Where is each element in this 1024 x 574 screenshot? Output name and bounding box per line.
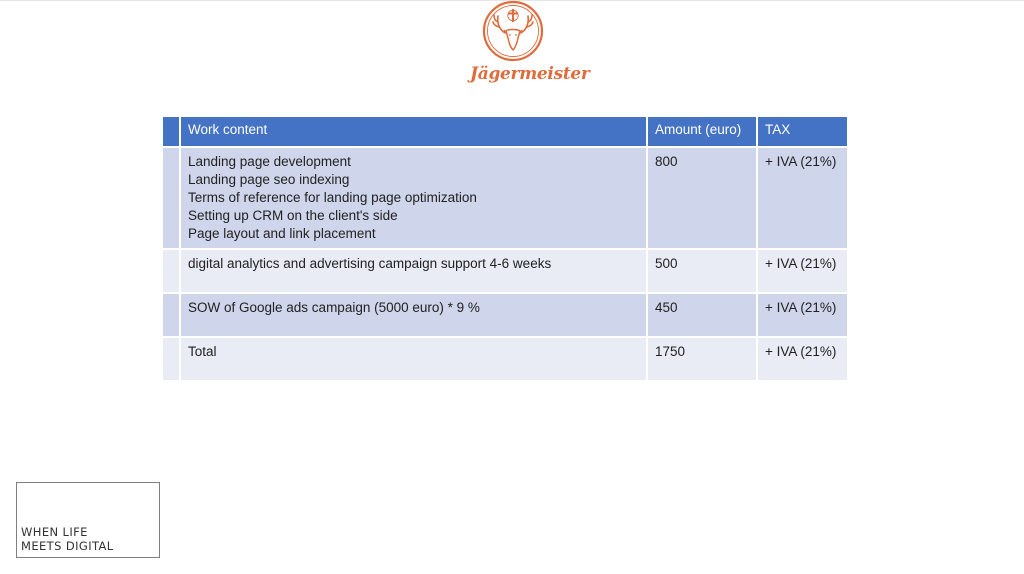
pricing-table [161, 115, 849, 382]
tagline-line-1: WHEN LIFE [21, 525, 88, 539]
agency-tagline-box [16, 482, 160, 558]
jagermeister-logo [468, 0, 590, 92]
table-row [162, 249, 848, 293]
stag-emblem-icon [468, 0, 558, 64]
tagline [21, 525, 114, 553]
row-marker-cell [162, 337, 180, 381]
work-content-cell: Total [180, 337, 647, 381]
table-row-total [162, 337, 848, 381]
tax-cell: + IVA (21%) [757, 337, 848, 381]
logo-wordmark: Jägermeister [470, 64, 590, 84]
header-amount: Amount (euro) [647, 116, 757, 147]
row-marker-cell [162, 249, 180, 293]
work-content-cell [180, 147, 647, 249]
work-content-cell: SOW of Google ads campaign (5000 euro) * 9 % [180, 293, 647, 337]
amount-cell: 800 [647, 147, 757, 249]
table-header-row [162, 116, 848, 147]
row-marker-cell [162, 293, 180, 337]
header-work-content: Work content [180, 116, 647, 147]
work-item: Terms of reference for landing page optimization [188, 190, 477, 205]
table-row [162, 147, 848, 249]
header-tax: TAX [757, 116, 848, 147]
work-item: Landing page seo indexing [188, 172, 350, 187]
tax-cell: + IVA (21%) [757, 293, 848, 337]
row-marker-cell [162, 147, 180, 249]
header-marker-cell [162, 116, 180, 147]
amount-cell: 450 [647, 293, 757, 337]
work-item: Landing page development [188, 154, 351, 169]
tagline-line-2: MEETS DIGITAL [21, 539, 114, 553]
work-item: Setting up CRM on the client's side [188, 208, 398, 223]
amount-cell: 500 [647, 249, 757, 293]
tax-cell: + IVA (21%) [757, 147, 848, 249]
table-row [162, 293, 848, 337]
work-content-cell: digital analytics and advertising campaign support 4-6 weeks [180, 249, 647, 293]
tax-cell: + IVA (21%) [757, 249, 848, 293]
work-item: Page layout and link placement [188, 226, 376, 241]
amount-cell: 1750 [647, 337, 757, 381]
